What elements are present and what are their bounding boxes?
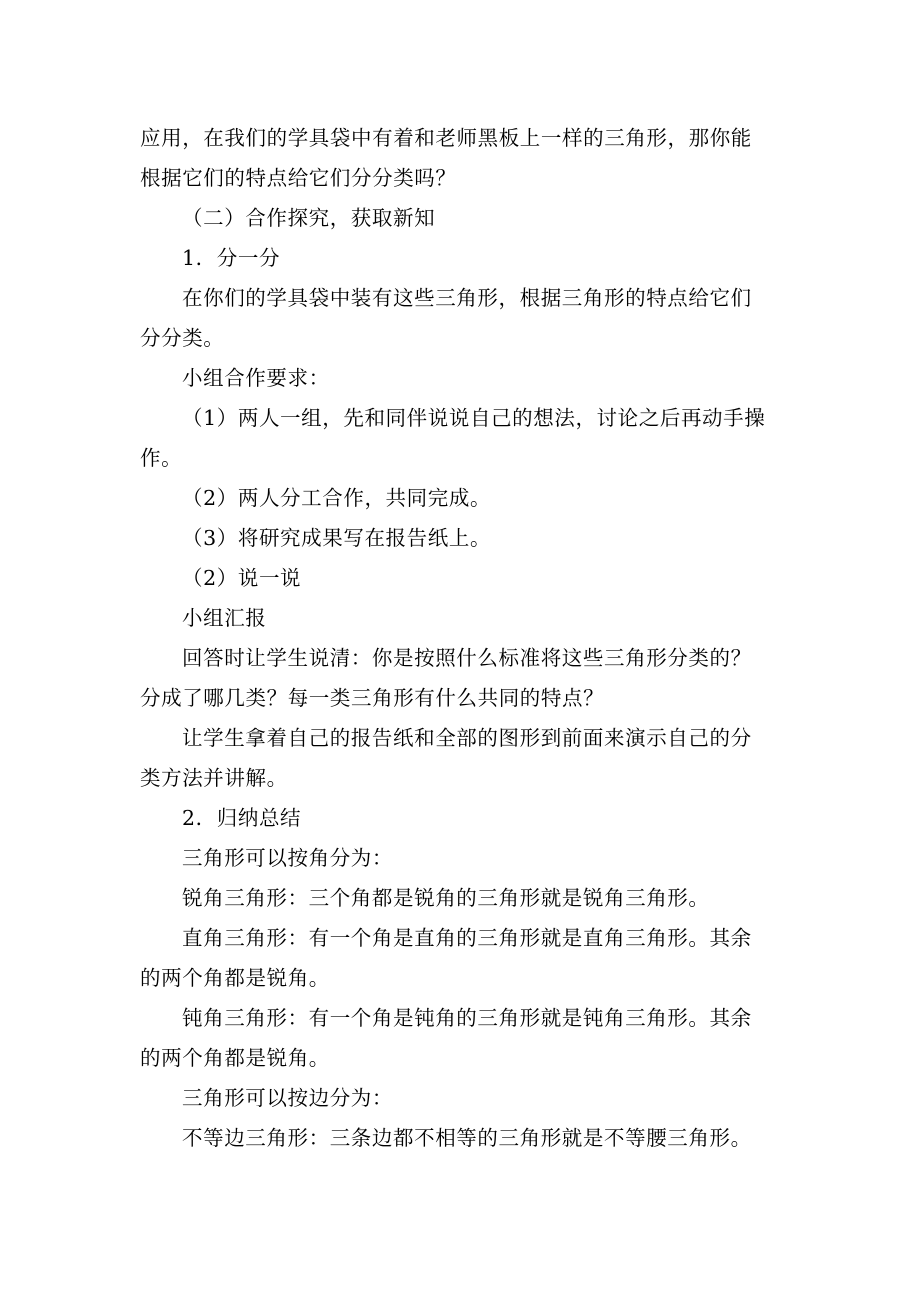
text-line: 小组合作要求：: [182, 366, 330, 390]
text-line: 在你们的学具袋中装有这些三角形，根据三角形的特点给它们: [182, 286, 752, 310]
text-line: 三角形可以按边分为：: [182, 1086, 393, 1110]
text-line: 直角三角形：有一个角是直角的三角形就是直角三角形。其余: [182, 926, 752, 950]
list-item: （2）两人分工合作，共同完成。: [182, 486, 492, 510]
subsection-heading: 1．分一分: [182, 246, 281, 270]
text-line: 分成了哪几类？每一类三角形有什么共同的特点？: [140, 686, 605, 710]
text-line: 不等边三角形：三条边都不相等的三角形就是不等腰三角形。: [182, 1126, 752, 1150]
text-line: 钝角三角形：有一个角是钝角的三角形就是钝角三角形。其余: [182, 1006, 752, 1030]
text-line: 的两个角都是锐角。: [140, 1046, 330, 1070]
text-line: 根据它们的特点给它们分分类吗？: [140, 166, 457, 190]
text-line: 分分类。: [140, 326, 225, 350]
list-item: （3）将研究成果写在报告纸上。: [182, 526, 492, 550]
text-line: 锐角三角形：三个角都是锐角的三角形就是锐角三角形。: [182, 886, 710, 910]
text-line: 让学生拿着自己的报告纸和全部的图形到前面来演示自己的分: [182, 726, 752, 750]
list-item: （1）两人一组，先和同伴说说自己的想法，讨论之后再动手操: [182, 406, 766, 430]
text-line: 小组汇报: [182, 606, 267, 630]
section-heading: （二）合作探究，获取新知: [182, 206, 436, 230]
text-line: 应用，在我们的学具袋中有着和老师黑板上一样的三角形，那你能: [140, 126, 752, 150]
text-line: 的两个角都是锐角。: [140, 966, 330, 990]
text-line: 作。: [140, 446, 183, 470]
text-line: 回答时让学生说清：你是按照什么标准将这些三角形分类的？: [182, 646, 752, 670]
subsection-heading: 2．归纳总结: [182, 806, 302, 830]
text-line: 类方法并讲解。: [140, 766, 288, 790]
text-line: 三角形可以按角分为：: [182, 846, 393, 870]
subsection-heading: （2）说一说: [182, 566, 302, 590]
